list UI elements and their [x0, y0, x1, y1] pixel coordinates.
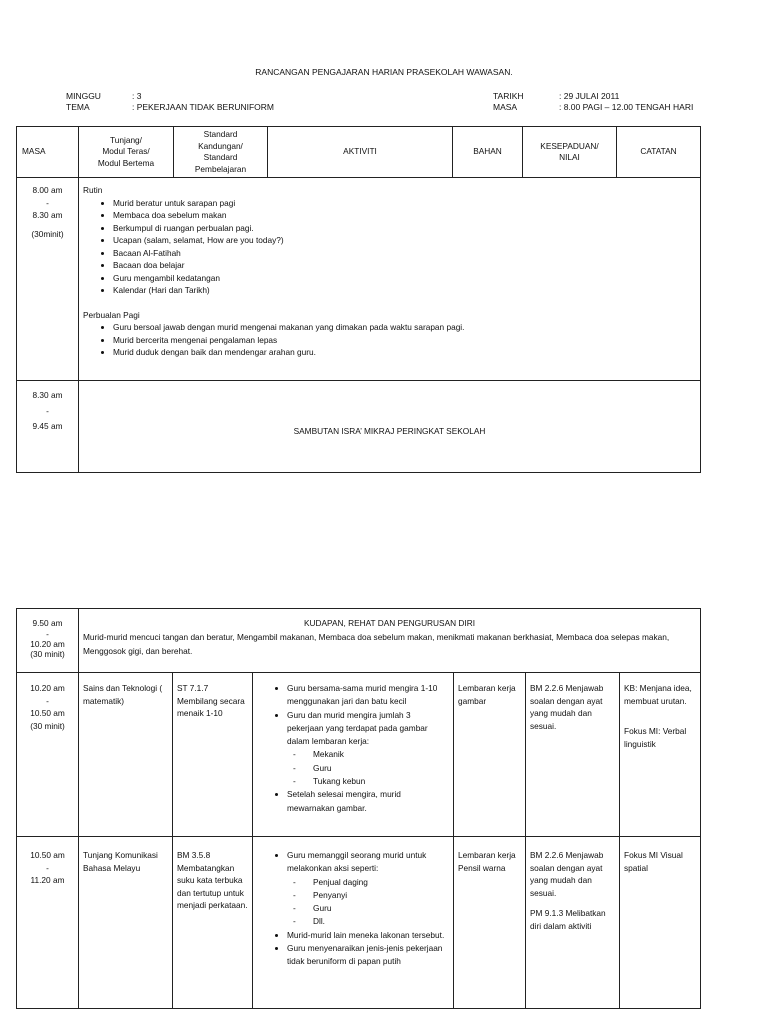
- event-cell: SAMBUTAN ISRA’ MIKRAJ PERINGKAT SEKOLAH: [79, 381, 701, 473]
- masa-label: MASA: [493, 101, 518, 112]
- list-item: - Dll.: [293, 915, 449, 928]
- perbualan-title: Perbualan Pagi: [83, 309, 140, 320]
- table-row: [17, 178, 701, 381]
- time-cell: [17, 837, 79, 1009]
- catatan-cell: Fokus MI Visual spatial: [620, 837, 701, 1009]
- time-cell: [17, 673, 79, 837]
- tema-label: TEMA: [66, 101, 90, 112]
- time-line: -: [46, 405, 49, 416]
- catatan-cell: [620, 673, 701, 837]
- time-cell: [17, 609, 79, 673]
- list-item: • Murid beratur untuk sarapan pagi: [113, 197, 696, 210]
- aktiviti-list: [257, 849, 449, 876]
- header-kesepaduan: [523, 127, 617, 178]
- table-header-row: [17, 127, 701, 178]
- time-line: 10.50 am: [30, 850, 65, 860]
- minggu-value: : 3: [132, 91, 142, 101]
- time-line: 10.50 am: [30, 708, 65, 718]
- header-standard: [174, 127, 268, 178]
- document-title: RANCANGAN PENGAJARAN HARIAN PRASEKOLAH WAWASAN.: [255, 67, 513, 77]
- header-standard-line: Standard: [203, 129, 238, 139]
- header-meta-left: [66, 91, 274, 112]
- tarikh-label: TARIKH: [493, 91, 524, 101]
- time-line: -: [46, 628, 49, 639]
- header-meta-right: [493, 91, 693, 112]
- list-item: • Murid-murid lain meneka lakonan tersebut.: [287, 929, 449, 942]
- list-item: • Bacaan Al-Fatihah: [113, 247, 696, 260]
- bahan-cell: Lembaran kerja Pensil warna: [454, 837, 526, 1009]
- tema-value: : PEKERJAAN TIDAK BERUNIFORM: [132, 101, 275, 112]
- time-line: 10.20 am: [30, 683, 65, 693]
- time-line: 8.30 am: [32, 390, 63, 400]
- list-item: • Bacaan doa belajar: [113, 259, 696, 272]
- header-bahan: BAHAN: [453, 127, 523, 178]
- header-tunjang-line: Modul Bertema: [97, 157, 155, 168]
- time-line: 9.45 am: [32, 421, 63, 431]
- kesepaduan-cell: [526, 837, 620, 1009]
- time-line: 11.20 am: [30, 875, 65, 885]
- catatan-kb: KB: Menjana idea, membuat urutan.: [624, 683, 692, 706]
- header-tunjang: [79, 127, 174, 178]
- bahan-cell: Lembaran kerja gambar: [454, 673, 526, 837]
- list-item: - Guru: [293, 762, 449, 775]
- list-item: • Guru bersoal jawab dengan murid mengenai makanan yang dimakan pada waktu sarapan pagi.: [113, 321, 696, 334]
- time-line: -: [46, 862, 49, 873]
- tarikh-value: : 29 JULAI 2011: [559, 91, 620, 101]
- list-item: • Setelah selesai mengira, murid mewarnakan gambar.: [287, 788, 449, 815]
- aktiviti-sublist: [257, 876, 449, 929]
- standard-cell: ST 7.1.7 Membilang secara menaik 1-10: [173, 673, 253, 837]
- standard-cell: BM 3.5.8 Membatangkan suku kata terbuka dan tertutup untuk menjadi perkataan.: [173, 837, 253, 1009]
- header-masa: MASA: [17, 127, 79, 178]
- header-standard-line: Standard: [203, 152, 238, 162]
- list-item: - Tukang kebun: [293, 775, 449, 788]
- header-kesepaduan-line: KESEPADUAN/: [540, 140, 599, 151]
- aktiviti-cell: [253, 673, 454, 837]
- header-tunjang-line: Modul Teras/: [102, 146, 150, 157]
- list-item: • Membaca doa sebelum makan: [113, 209, 696, 222]
- list-item: • Guru menyenaraikan jenis-jenis pekerjaan tidak beruniform di papan putih: [287, 942, 449, 969]
- routine-cell: [79, 178, 701, 381]
- kesepaduan-bm: BM 2.2.6 Menjawab soalan dengan ayat yang mudah dan sesuai.: [530, 850, 604, 898]
- list-item: • Murid duduk dengan baik dan mendengar arahan guru.: [113, 346, 696, 359]
- tunjang-cell: Tunjang Komunikasi Bahasa Melayu: [79, 837, 173, 1009]
- lesson-table-2: [16, 608, 701, 1009]
- list-item: - Penjual daging: [293, 876, 449, 889]
- masa-value: : 8.00 PAGI – 12.00 TENGAH HARI: [559, 101, 694, 112]
- list-item: • Murid bercerita mengenai pengalaman lepas: [113, 334, 696, 347]
- list-item: • Kalendar (Hari dan Tarikh): [113, 284, 696, 297]
- time-line: 8.30 am: [32, 210, 63, 220]
- kesepaduan-cell: BM 2.2.6 Menjawab soalan dengan ayat yang mudah dan sesuai.: [526, 673, 620, 837]
- list-item: • Ucapan (salam, selamat, How are you today?): [113, 234, 696, 247]
- list-item: • Berkumpul di ruangan perbualan pagi.: [113, 222, 696, 235]
- catatan-mi: Fokus MI: Verbal linguistik: [624, 726, 687, 749]
- time-line: -: [46, 197, 49, 208]
- list-item: - Mekanik: [293, 748, 449, 761]
- aktiviti-list: [257, 788, 449, 815]
- header-aktiviti: AKTIVITI: [268, 127, 453, 178]
- time-line: (30 minit): [30, 649, 65, 659]
- header-standard-line: Kandungan/: [198, 140, 243, 151]
- rutin-title: Rutin: [83, 185, 103, 195]
- list-item: • Guru memanggil seorang murid untuk melakonkan aksi seperti:: [287, 849, 449, 876]
- header-kesepaduan-line: NILAI: [559, 152, 580, 162]
- perbualan-list: [83, 321, 696, 359]
- lesson-table-1: [16, 126, 701, 473]
- table-row: [17, 609, 701, 673]
- break-cell: [79, 609, 701, 673]
- table-row: [17, 837, 701, 1009]
- kesepaduan-pm: PM 9.1.3 Melibatkan diri dalam aktiviti: [530, 908, 606, 931]
- time-line: (30 minit): [30, 720, 65, 731]
- aktiviti-list: [257, 929, 449, 969]
- time-line: -: [46, 695, 49, 706]
- minggu-label: MINGGU: [66, 91, 101, 101]
- time-line: 10.20 am: [30, 638, 65, 649]
- table-row: [17, 673, 701, 837]
- rutin-list: [83, 197, 696, 297]
- tunjang-cell: Sains dan Teknologi ( matematik): [79, 673, 173, 837]
- list-item: - Guru: [293, 902, 449, 915]
- time-line: 9.50 am: [32, 618, 63, 628]
- header-tunjang-line: Tunjang/: [110, 134, 142, 145]
- header-standard-line: Pembelajaran: [194, 163, 247, 174]
- time-line: (30minit): [31, 228, 64, 239]
- table-row: [17, 381, 701, 473]
- list-item: • Guru mengambil kedatangan: [113, 272, 696, 285]
- list-item: • Guru bersama-sama murid mengira 1-10 menggunakan jari dan batu kecil: [287, 682, 449, 709]
- time-cell: [17, 178, 79, 381]
- aktiviti-sublist: [257, 748, 449, 788]
- list-item: - Penyanyi: [293, 889, 449, 902]
- aktiviti-cell: [253, 837, 454, 1009]
- time-cell: [17, 381, 79, 473]
- header-catatan: CATATAN: [617, 127, 701, 178]
- time-line: 8.00 am: [32, 185, 63, 195]
- break-heading: KUDAPAN, REHAT DAN PENGURUSAN DIRI: [303, 618, 476, 628]
- aktiviti-list: [257, 682, 449, 748]
- list-item: • Guru dan murid mengira jumlah 3 pekerjaan yang terdapat pada gambar dalam lembaran kerja:: [287, 709, 449, 749]
- break-text: Murid-murid mencuci tangan dan beratur, Mengambil makanan, Membaca doa sebelum makan, menikmati makanan berkhasiat, Membaca doa selepas makan, Menggosok gigi, dan berehat.: [83, 631, 670, 656]
